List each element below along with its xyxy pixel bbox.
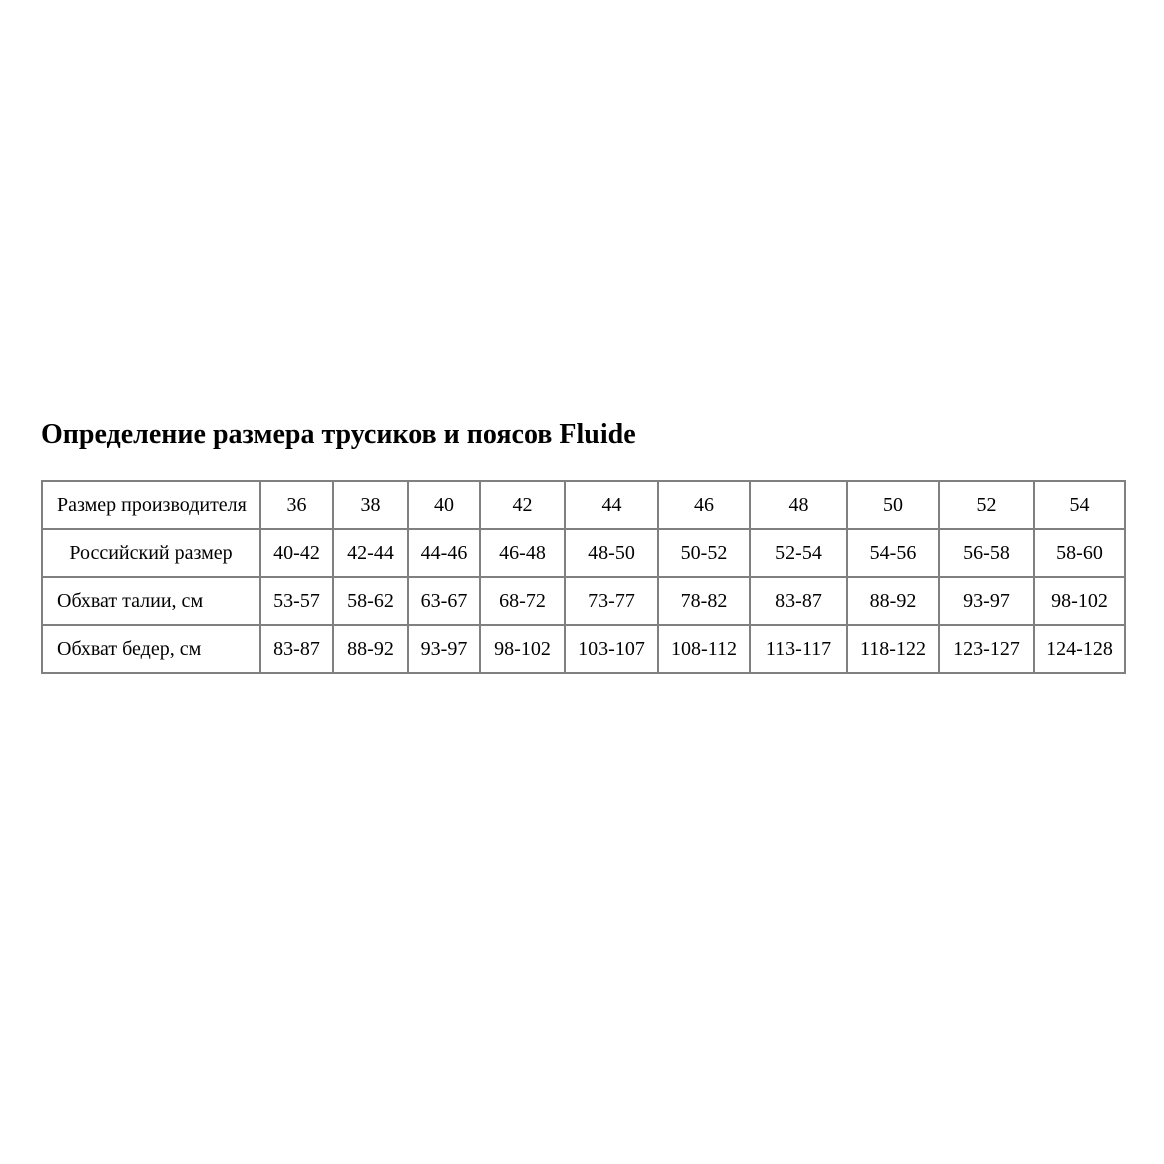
size-cell: 73-77 — [565, 577, 658, 625]
table-row — [42, 625, 1125, 673]
size-cell: 78-82 — [658, 577, 750, 625]
size-cell: 40 — [408, 481, 480, 529]
size-cell: 50-52 — [658, 529, 750, 577]
size-cell: 46 — [658, 481, 750, 529]
size-cell: 93-97 — [408, 625, 480, 673]
size-cell: 98-102 — [1034, 577, 1125, 625]
size-cell: 58-60 — [1034, 529, 1125, 577]
table-row — [42, 481, 1125, 529]
size-cell: 56-58 — [939, 529, 1034, 577]
table-row — [42, 529, 1125, 577]
row-label: Размер производителя — [42, 481, 260, 529]
size-cell: 42 — [480, 481, 565, 529]
size-cell: 103-107 — [565, 625, 658, 673]
size-cell: 88-92 — [847, 577, 939, 625]
row-label: Российский размер — [42, 529, 260, 577]
size-cell: 54 — [1034, 481, 1125, 529]
row-label: Обхват бедер, см — [42, 625, 260, 673]
size-cell: 68-72 — [480, 577, 565, 625]
size-table-body — [42, 481, 1125, 673]
size-cell: 83-87 — [260, 625, 333, 673]
size-cell: 98-102 — [480, 625, 565, 673]
size-cell: 48 — [750, 481, 847, 529]
size-cell: 42-44 — [333, 529, 408, 577]
page-title: Определение размера трусиков и поясов Fluide — [41, 419, 636, 450]
size-cell: 52-54 — [750, 529, 847, 577]
size-cell: 88-92 — [333, 625, 408, 673]
size-cell: 54-56 — [847, 529, 939, 577]
size-cell: 108-112 — [658, 625, 750, 673]
size-cell: 124-128 — [1034, 625, 1125, 673]
size-cell: 93-97 — [939, 577, 1034, 625]
page-content — [41, 419, 1127, 674]
size-cell: 53-57 — [260, 577, 333, 625]
size-cell: 36 — [260, 481, 333, 529]
size-cell: 123-127 — [939, 625, 1034, 673]
size-cell: 40-42 — [260, 529, 333, 577]
size-cell: 52 — [939, 481, 1034, 529]
size-cell: 38 — [333, 481, 408, 529]
size-cell: 63-67 — [408, 577, 480, 625]
size-cell: 46-48 — [480, 529, 565, 577]
size-cell: 58-62 — [333, 577, 408, 625]
table-row — [42, 577, 1125, 625]
size-chart-table — [41, 480, 1126, 674]
size-cell: 118-122 — [847, 625, 939, 673]
row-label: Обхват талии, см — [42, 577, 260, 625]
size-cell: 44-46 — [408, 529, 480, 577]
size-cell: 48-50 — [565, 529, 658, 577]
size-cell: 44 — [565, 481, 658, 529]
size-cell: 83-87 — [750, 577, 847, 625]
size-cell: 50 — [847, 481, 939, 529]
size-cell: 113-117 — [750, 625, 847, 673]
